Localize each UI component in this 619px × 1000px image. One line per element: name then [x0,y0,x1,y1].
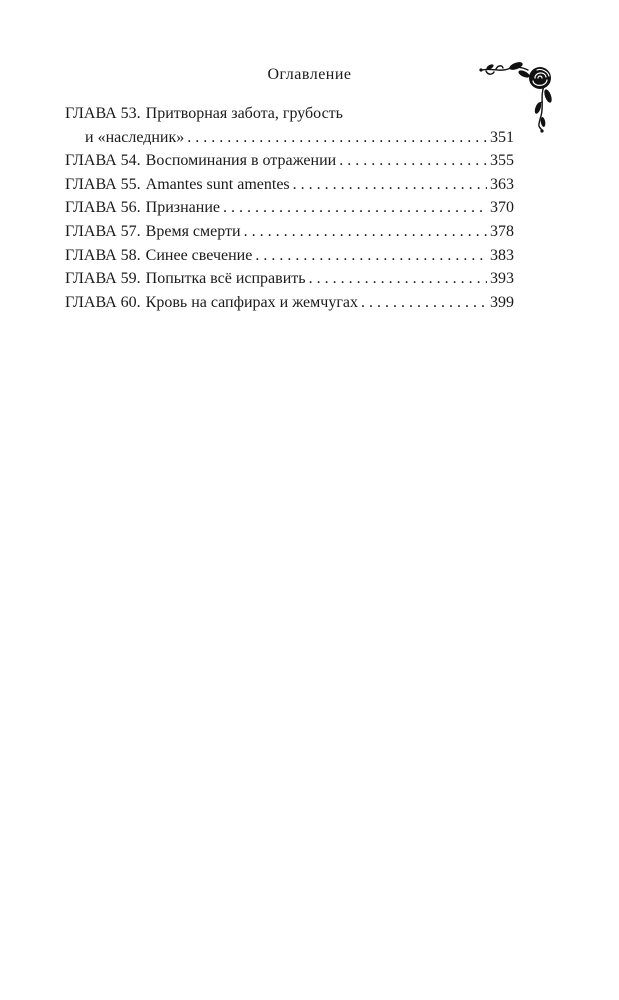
chapter-number: ГЛАВА 57. [65,222,141,240]
toc-entry-58[interactable] [65,244,514,268]
chapter-title: Amantes sunt amentes [145,175,290,193]
chapter-number: ГЛАВА 60. [65,293,141,311]
chapter-number: ГЛАВА 58. [65,246,141,264]
chapter-title: Синее свечение [145,246,253,264]
dot-leader [339,149,487,173]
page-number: 370 [490,199,514,217]
toc-entry-53[interactable] [65,102,514,149]
dot-leader [293,173,487,197]
chapter-title: Время смерти [145,222,241,240]
chapter-title: Притворная забота, грубость [145,105,343,122]
dot-leader [223,196,487,220]
toc-entry-56[interactable] [65,196,514,220]
toc-entry-54[interactable] [65,149,514,173]
page-number: 393 [490,270,514,288]
chapter-number: ГЛАВА 55. [65,175,141,193]
chapter-title: Попытка всё исправить [145,270,306,288]
dot-leader [187,126,487,150]
page-number: 355 [490,152,514,170]
toc-entry-55[interactable] [65,173,514,197]
page-number: 399 [490,293,514,311]
dot-leader [309,267,487,291]
toc-entry-57[interactable] [65,220,514,244]
chapter-title: Признание [145,199,220,217]
running-head: Оглавление [267,66,352,83]
page-number: 378 [490,222,514,240]
chapter-title: Воспоминания в отражении [145,152,337,170]
page-number: 363 [490,175,514,193]
page-number: 351 [490,128,514,146]
chapter-number: ГЛАВА 59. [65,270,141,288]
toc-entry-60[interactable] [65,291,514,315]
chapter-number: ГЛАВА 56. [65,199,141,217]
chapter-title: Кровь на сапфирах и жемчугах [145,293,358,311]
toc-entry-59[interactable] [65,267,514,291]
table-of-contents [65,102,514,314]
chapter-number: ГЛАВА 53. [65,105,141,122]
dot-leader [244,220,487,244]
dot-leader [255,244,487,268]
chapter-number: ГЛАВА 54. [65,152,141,170]
chapter-title-continued: и «наследник» [85,128,185,146]
page-number: 383 [490,246,514,264]
dot-leader [361,291,487,315]
